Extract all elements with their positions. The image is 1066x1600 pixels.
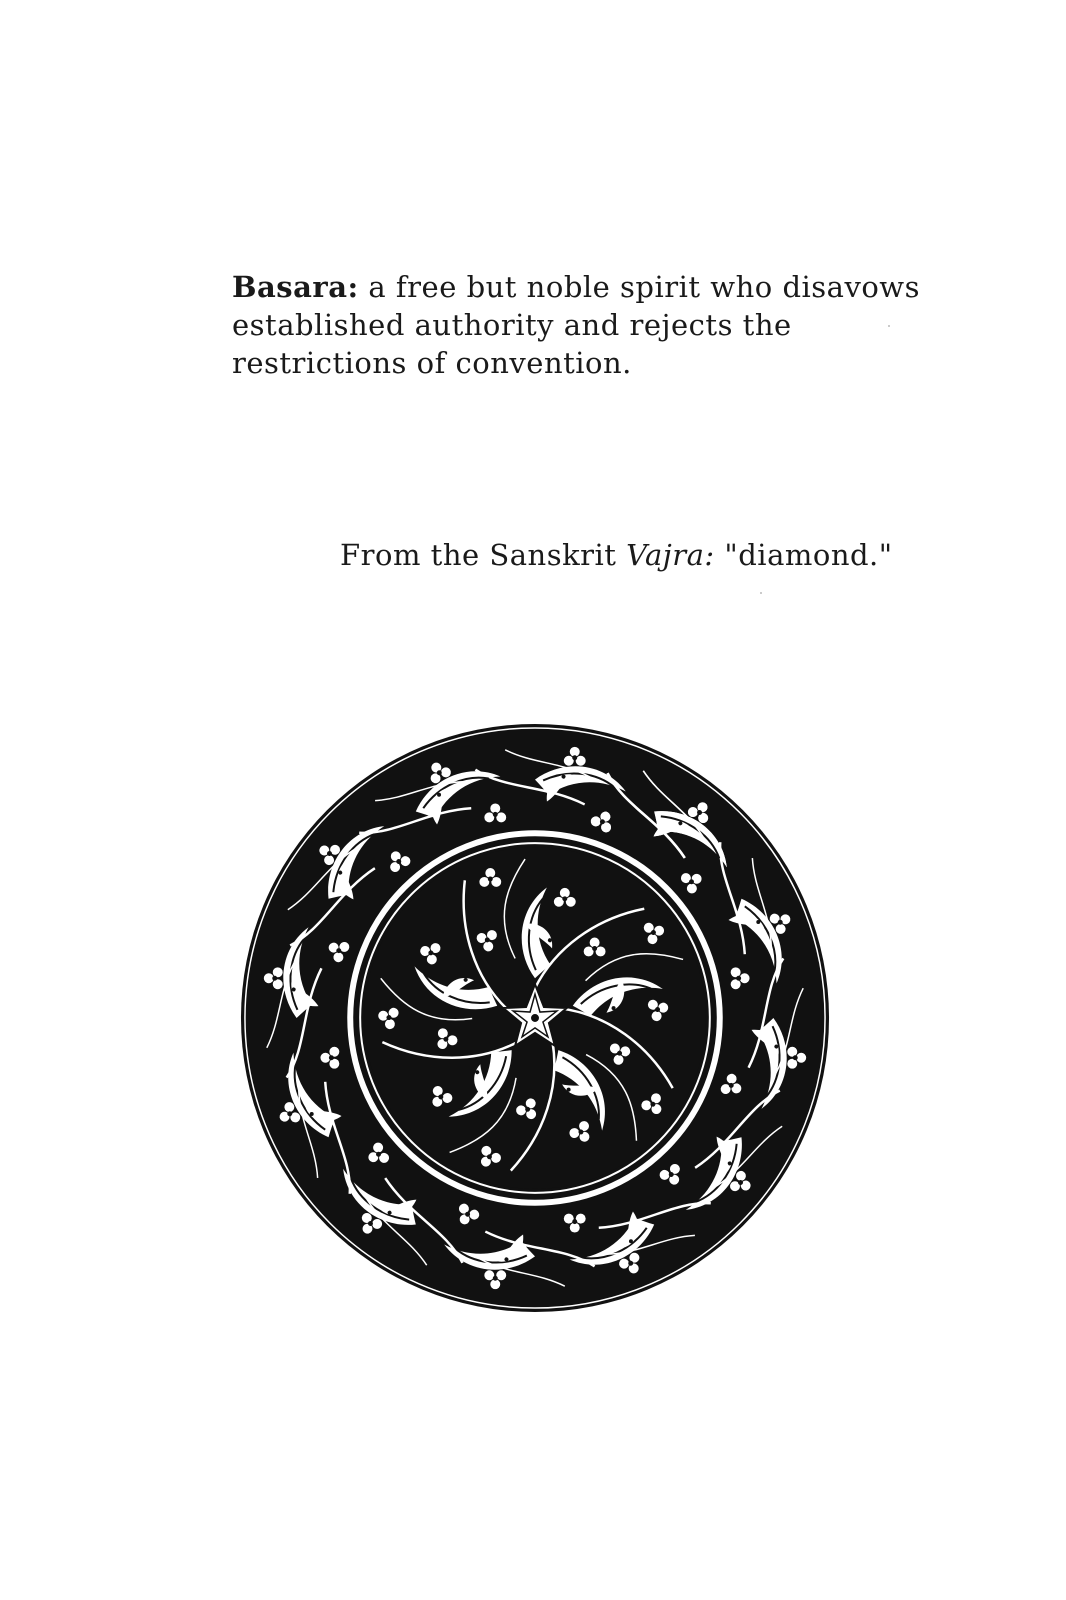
arabesque-medallion-icon	[237, 720, 833, 1316]
paper-speck	[760, 592, 762, 594]
definition-line-2: established authority and rejects the	[232, 308, 792, 342]
definition-text-1: a free but noble spirit who disavows	[358, 270, 921, 304]
definition-term: Basara:	[232, 270, 359, 304]
paper-speck	[888, 325, 890, 327]
definition-line-3: restrictions of convention.	[232, 346, 632, 380]
etymology-translation: "diamond."	[714, 538, 893, 572]
etymology-prefix: From the Sanskrit	[340, 538, 627, 572]
definition-line-1	[232, 268, 921, 306]
etymology-line	[340, 536, 893, 574]
definition-paragraph	[232, 268, 921, 382]
etymology-foreign-word: Vajra:	[626, 538, 715, 572]
